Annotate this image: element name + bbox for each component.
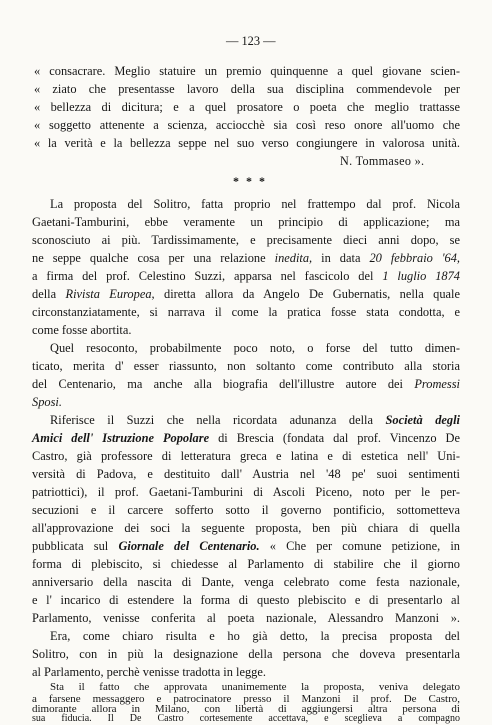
body-line: sconosciuto ai più. Tardissimamente, e precisamente dieci anni dopo, se bbox=[32, 233, 460, 247]
body-line: Parlamento, venisse conferita al poeta nazionale, Alessandro Manzoni ». bbox=[32, 611, 460, 625]
body-line: sua fiducia. Il De Castro cortesemente accettava, e sceglieva a compagno bbox=[32, 713, 460, 724]
section-separator: * * * bbox=[233, 174, 267, 188]
page-number: — 123 — bbox=[226, 34, 276, 48]
body-line: anniversario della nascita di Dante, venga celebrato come festa nazionale, bbox=[32, 575, 460, 589]
body-line: La proposta del Solitro, fatta proprio nel frattempo dal prof. Nicola bbox=[50, 197, 460, 211]
body-line: a firma del prof. Celestino Suzzi, apparsa nel fascicolo del 1 luglio 1874 bbox=[32, 269, 460, 283]
body-line: all'approvazione dei soci la seguente proposta, ben più chiara di quella bbox=[32, 521, 460, 535]
body-line: come fosse abortita. bbox=[32, 323, 132, 337]
body-line: Castro, già professore di letteratura greca e latina e di estetica nell' Uni- bbox=[32, 449, 460, 463]
body-line: ne seppe qualche cosa per una relazione inedita, in data 20 febbraio '64, bbox=[32, 251, 460, 265]
body-line: del Centenario, ma anche alla biografia dell'illustre autore dei Promessi bbox=[32, 377, 460, 391]
signature: N. Tommaseo ». bbox=[340, 154, 425, 168]
body-line: Gaetani-Tamburini, ebbe veramente un principio di applicazione; ma bbox=[32, 215, 460, 229]
quote-line: « bellezza di dicitura; e a quel prosatore o poeta che meglio trattasse bbox=[34, 100, 460, 114]
body-line: dimorante allora in Milano, con libertà di aggiungersi altra persona di bbox=[32, 703, 460, 715]
body-line: e l' incarico di estendere la forma di questo plebiscito e di presentarlo al bbox=[32, 593, 460, 607]
body-line: circonstanziatamente, si narrava il come la pratica fosse stata condotta, e bbox=[32, 305, 460, 319]
quote-line: « soggetto attenente a scienza, acciocchè sia così reso onore all'uomo che bbox=[34, 118, 460, 132]
body-line: pubblicata sul Giornale del Centenario. « Che per comune petizione, in bbox=[32, 539, 461, 553]
body-line: patriottici), il prof. Gaetani-Tamburini di Ascoli Piceno, noto per le per- bbox=[32, 485, 460, 499]
body-line: Amici dell' Istruzione Popolare di Brescia (fondata dal prof. Vincenzo De bbox=[32, 431, 460, 445]
body-line: della Rivista Europea, diretta allora da Angelo De Gubernatis, nella quale bbox=[32, 287, 460, 301]
body-line: versità di Padova, e destituito dall' Austria nel '48 pe' suoi sentimenti bbox=[32, 467, 460, 481]
quote-line: « ziato che presentasse lavoro della sua disciplina commendevole per bbox=[34, 82, 460, 96]
body-line: Era, come chiaro risulta e ho già detto, la precisa proposta del bbox=[50, 629, 460, 643]
body-line: Sposi. bbox=[32, 395, 62, 409]
body-line: secuzioni e il carcere sofferto sotto il governo pontificio, sottometteva bbox=[32, 503, 460, 517]
body-line: a farsene messaggero e patrocinatore presso il Manzoni il prof. De Castro, bbox=[32, 693, 460, 705]
body-line: forma di plebiscito, si chiedesse al Parlamento di stabilire che il giorno bbox=[32, 557, 460, 571]
quote-line: « consacrare. Meglio statuire un premio quinquenne a quel giovane scien- bbox=[34, 64, 460, 78]
body-line: al Parlamento, perchè venisse tradotta in legge. bbox=[32, 665, 266, 679]
body-line: Solitro, con in più la designazione della persona che doveva presentarla bbox=[32, 647, 460, 661]
body-line: Sta il fatto che approvata unanimemente la proposta, veniva delegato bbox=[50, 681, 460, 693]
quote-line: « la verità e la bellezza seppe nel suo verso congiungere in valorosa unità. bbox=[34, 136, 460, 150]
body-line: ticato, merita d' esser riassunto, non soltanto come contributo alla storia bbox=[32, 359, 460, 373]
body-line: Riferisce il Suzzi che nella ricordata adunanza della Società degli bbox=[50, 413, 460, 427]
body-line: Quel resoconto, probabilmente poco noto, o forse del tutto dimen- bbox=[50, 341, 460, 355]
